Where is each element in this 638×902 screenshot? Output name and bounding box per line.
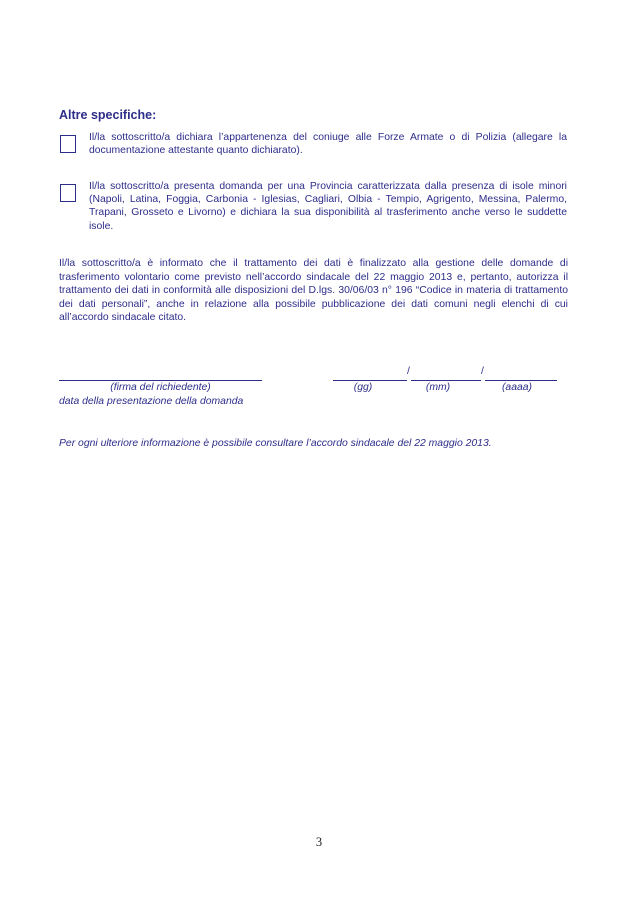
date-month-line[interactable] bbox=[411, 380, 481, 381]
date-year-label: (aaaa) bbox=[501, 382, 533, 393]
date-day-label: (gg) bbox=[353, 382, 373, 393]
signature-caption: (firma del richiedente) bbox=[110, 382, 211, 393]
signature-line[interactable] bbox=[59, 380, 262, 381]
minor-islands-option-text: Il/la sottoscritto/a presenta domanda per una Provincia caratterizzata dalla presenza di isole minori (Napoli, Latina, Foggia, Carbonia - Iglesias, Cagliari, Olbia - Tempio, Agrigento, Messina, Palermo, Trapani, Grosseto e Livorno) e dichiara la sua disponibilità al trasferimento anche verso le suddette isole. bbox=[89, 181, 567, 232]
section-heading: Altre specifiche: bbox=[59, 108, 157, 122]
date-month-label: (mm) bbox=[425, 382, 451, 393]
footer-note: Per ogni ulteriore informazione è possibile consultare l’accordo sindacale del 22 maggio 2013. bbox=[59, 438, 492, 449]
spouse-forces-option-text: Il/la sottoscritto/a dichiara l’appartenenza del coniuge alle Forze Armate o di Polizia (allegare la documentazione attestante quanto dichiarato). bbox=[89, 132, 567, 157]
date-day-line[interactable] bbox=[333, 380, 407, 381]
date-year-line[interactable] bbox=[485, 380, 557, 381]
date-separator-2: / bbox=[481, 366, 484, 377]
page-number: 3 bbox=[315, 835, 323, 849]
signature-sub-caption: data della presentazione della domanda bbox=[59, 396, 244, 407]
privacy-paragraph: Il/la sottoscritto/a è informato che il trattamento dei dati è finalizzato alla gestione delle domande di trasferimento volontario come previsto nell’accordo sindacale del 22 maggio 2013 e, pertanto, autorizza il trattamento dei dati in conformità alle disposizioni del D.lgs. 30/06/03 n° 196 “Codice in materia di trattamento dei dati personali”, anche in relazione alla possibile pubblicazione dei dati comuni negli elenchi di cui all’accordo sindacale citato. bbox=[59, 258, 568, 324]
minor-islands-checkbox[interactable] bbox=[60, 184, 76, 202]
spouse-forces-checkbox[interactable] bbox=[60, 135, 76, 153]
date-separator-1: / bbox=[407, 366, 410, 377]
